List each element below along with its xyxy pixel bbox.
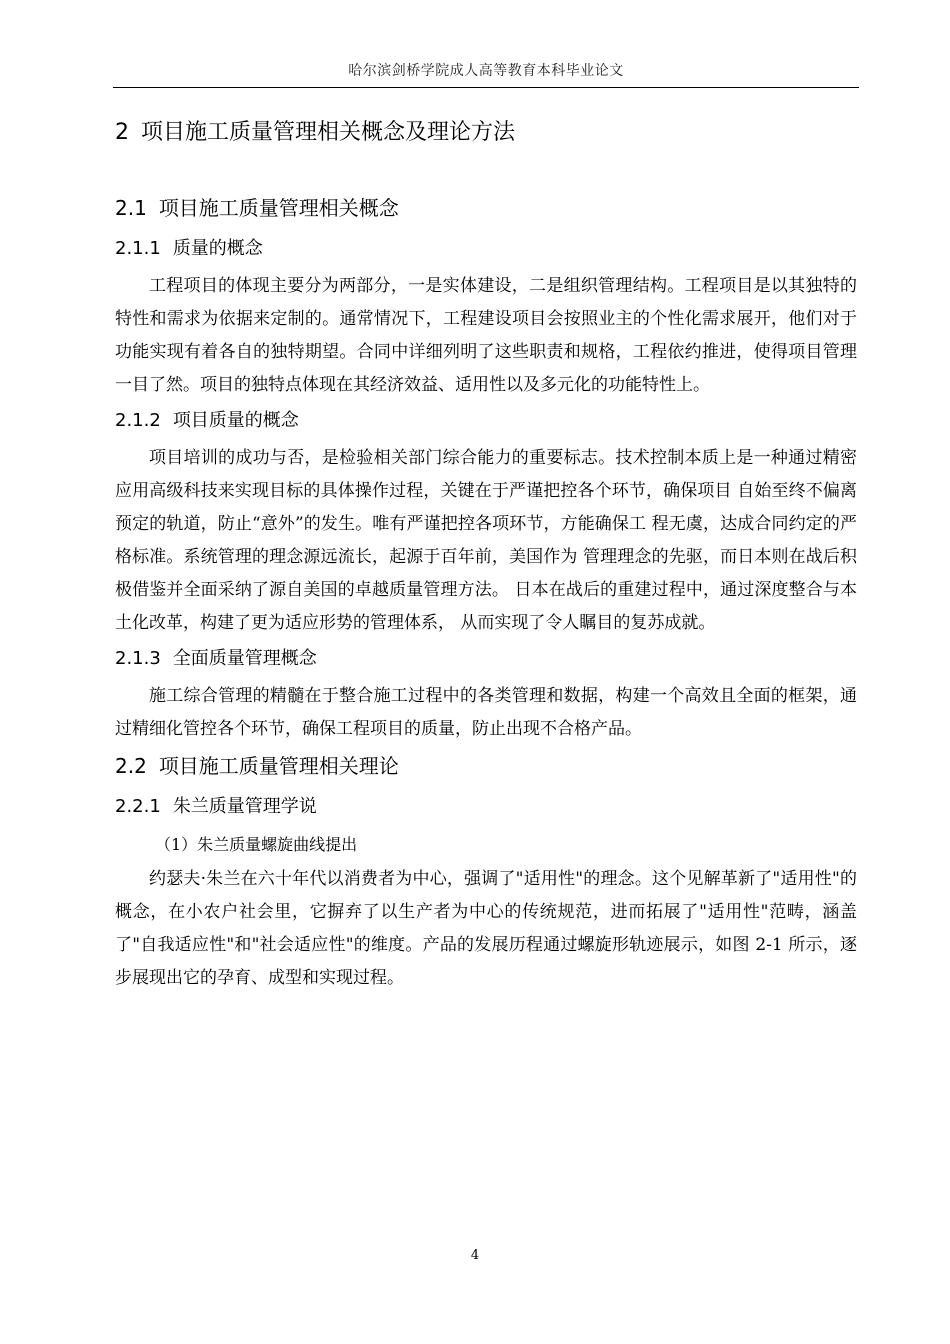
list-item-juran-spiral: （1）朱兰质量螺旋曲线提出: [155, 835, 358, 854]
subsection-heading-2-2-1: [115, 794, 857, 820]
running-header: 哈尔滨剑桥学院成人高等教育本科毕业论文: [348, 63, 624, 79]
paragraph-total-quality: 施工综合管理的精髓在于整合施工过程中的各类管理和数据，构建一个高效且全面的框架，通过精细化管控各个环节，确保工程项目的质量，防止出现不合格产品。: [115, 686, 857, 739]
subsection-title: 质量的概念: [172, 238, 263, 259]
subsection-number: 2.2.1: [115, 796, 161, 817]
subsection-number: 2.1.3: [115, 648, 161, 669]
subsection-title: 朱兰质量管理学说: [172, 796, 317, 817]
subsection-heading-2-1-3: [115, 646, 857, 672]
page-number: 4: [470, 1248, 480, 1263]
section-heading-2-2: [115, 752, 857, 780]
section-heading-2-1: [115, 194, 857, 222]
chapter-heading: [115, 118, 857, 148]
subsection-title: 全面质量管理概念: [172, 648, 317, 669]
section-number: 2.1: [115, 196, 147, 220]
section-title: 项目施工质量管理相关理论: [158, 754, 399, 778]
chapter-number: 2: [115, 120, 129, 145]
subsection-heading-2-1-1: [115, 236, 857, 262]
paragraph-project-quality: 项目培训的成功与否，是检验相关部门综合能力的重要标志。技术控制本质上是一种通过精密应用高级科技来实现目标的具体操作过程，关键在于严谨把控各个环节，确保项目 自始至终不偏离预定的轨道，防止“意外”的发生。唯有严谨把控各项环节，方能确保工 程无虞，达成合同约定的严格标准。系统管理的理念源远流长，起源于百年前，美国作为 管理理念的先驱，而日本则在战后积极借鉴并全面采纳了源自美国的卓越质量管理方法。 日本在战后的重建过程中，通过深度整合与本土化改革，构建了更为适应形势的管理体系， 从而实现了令人瞩目的复苏成就。: [115, 448, 857, 633]
subsection-title: 项目质量的概念: [172, 410, 299, 431]
subsection-heading-2-1-2: [115, 408, 857, 434]
section-number: 2.2: [115, 754, 147, 778]
subsection-number: 2.1.1: [115, 238, 161, 259]
section-title: 项目施工质量管理相关概念: [158, 196, 399, 220]
subsection-number: 2.1.2: [115, 410, 161, 431]
paragraph-juran-theory: 约瑟夫·朱兰在六十年代以消费者为中心，强调了"适用性"的理念。这个见解革新了"适用性"的概念，在小农户社会里，它摒弃了以生产者为中心的传统规范，进而拓展了"适用性"范畴，涵盖了"自我适应性"和"社会适应性"的维度。产品的发展历程通过螺旋形轨迹展示，如图 2-1 所示，逐步展现出它的孕育、成型和实现过程。: [115, 869, 857, 988]
page-content: [115, 118, 857, 1001]
paragraph-quality-concept: 工程项目的体现主要分为两部分，一是实体建设，二是组织管理结构。工程项目是以其独特的特性和需求为依据来定制的。通常情况下，工程建设项目会按照业主的个性化需求展开，他们对于功能实现有着各自的独特期望。合同中详细列明了这些职责和规格，工程依约推进，使得项目管理一目了然。项目的独特点体现在其经济效益、适用性以及多元化的功能特性上。: [115, 276, 857, 395]
chapter-title: 项目施工质量管理相关概念及理论方法: [141, 120, 516, 145]
header-divider: [113, 87, 859, 88]
